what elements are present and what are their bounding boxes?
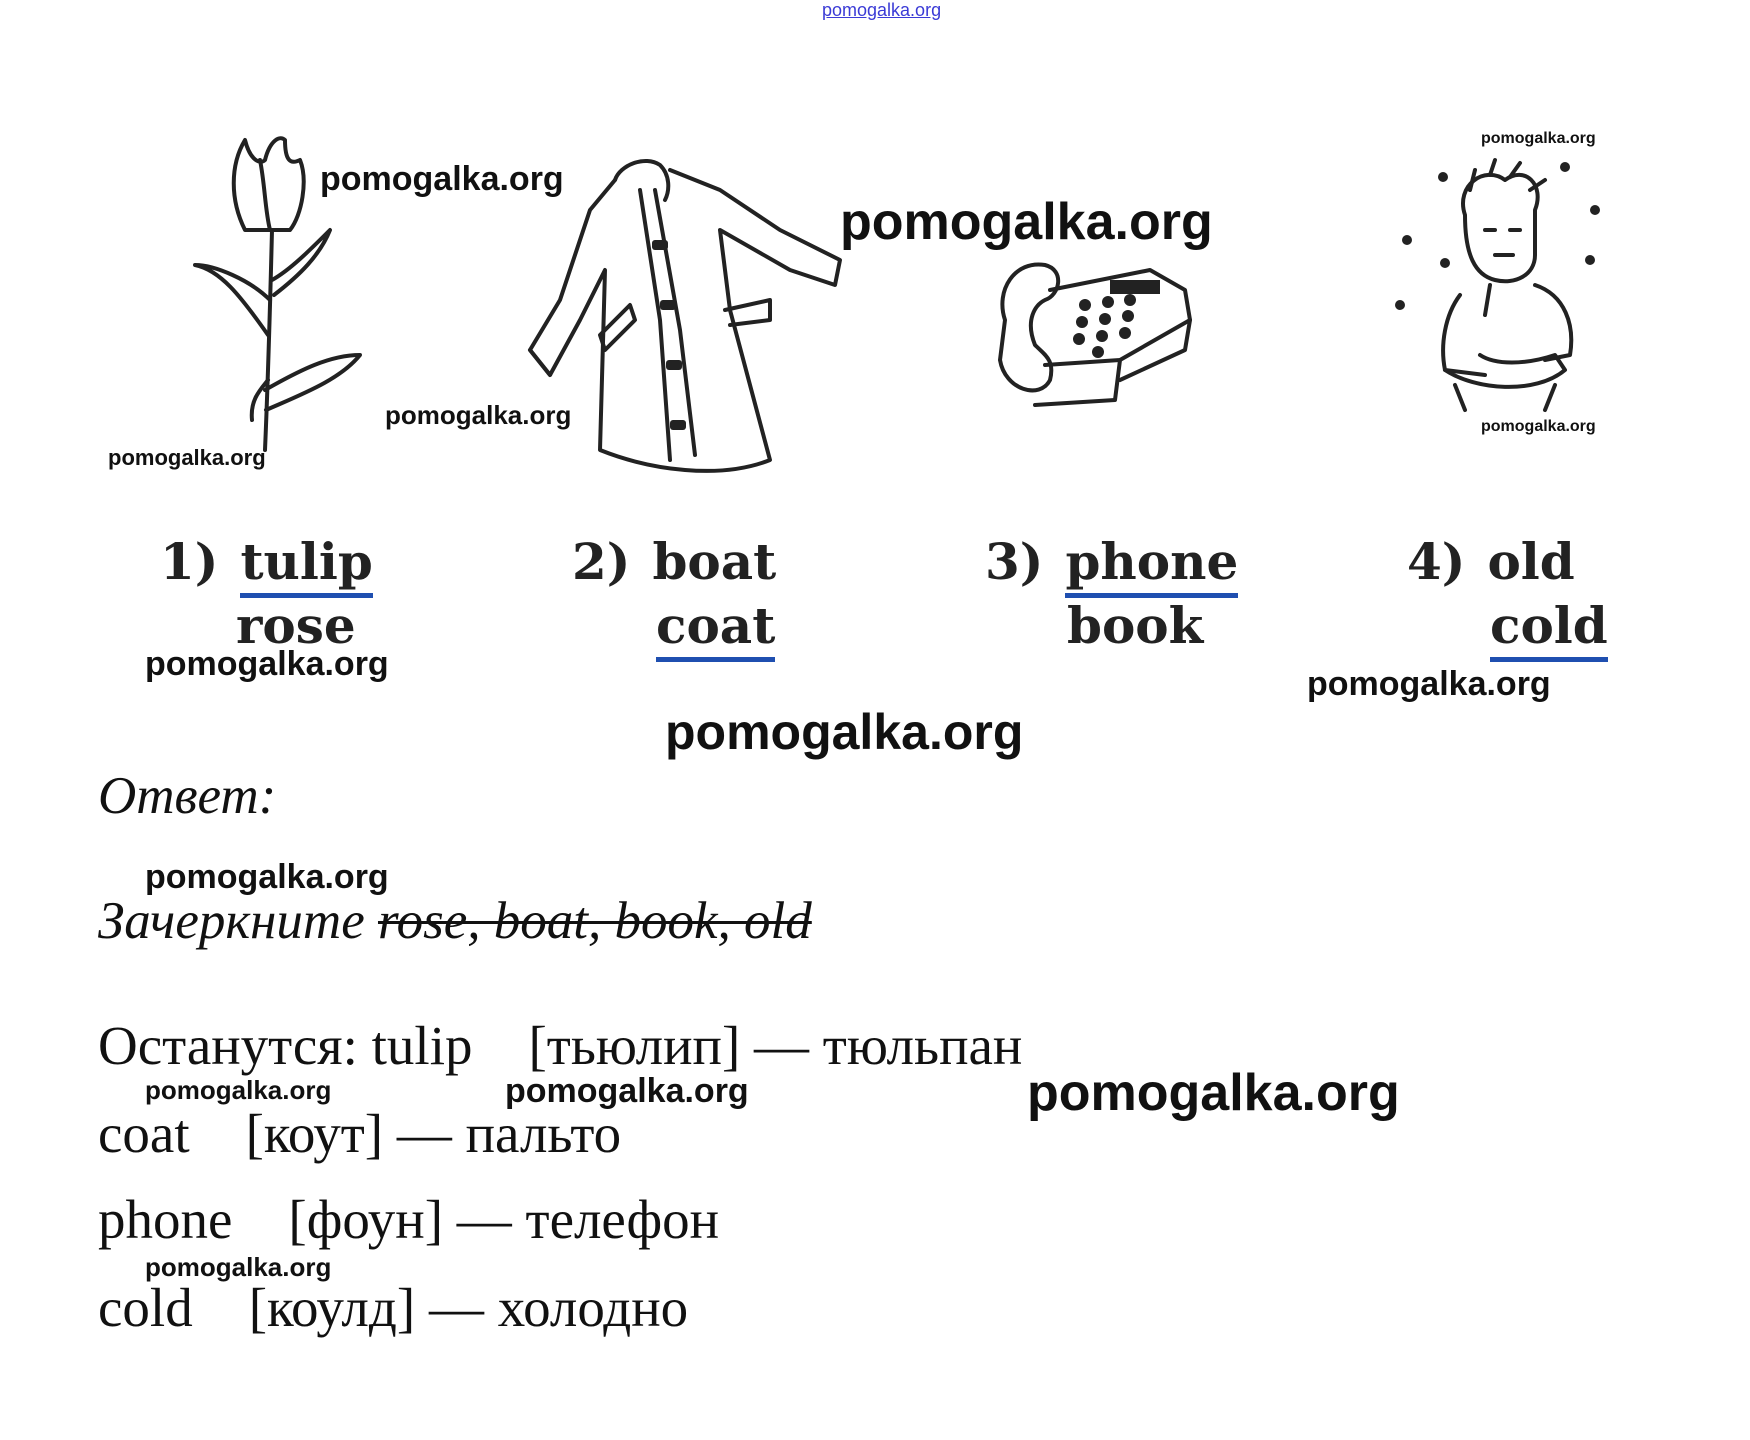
watermark: pomogalka.org — [320, 160, 564, 198]
option-word-bottom — [656, 596, 776, 655]
watermark: pomogalka.org — [145, 1252, 332, 1282]
option-number: 3) — [985, 532, 1044, 591]
remain-prefix: Останутся: — [98, 1015, 358, 1076]
meaning: телефон — [525, 1189, 720, 1250]
watermark: pomogalka.org — [145, 1075, 332, 1105]
option-2 — [572, 532, 777, 591]
dash: — — [456, 1189, 512, 1250]
transcription: [коулд] — [248, 1277, 416, 1338]
sick-boy-icon — [1395, 155, 1615, 425]
watermark: pomogalka.org — [665, 704, 1024, 760]
translation-row — [98, 1277, 689, 1338]
option-word-top: boat — [652, 532, 777, 591]
dash: — — [396, 1103, 452, 1164]
meaning: тюльпан — [822, 1015, 1023, 1076]
word: coat — [98, 1103, 190, 1164]
transcription: [коут] — [245, 1103, 384, 1164]
dash: — — [428, 1277, 484, 1338]
translation-row — [98, 1015, 1023, 1076]
watermark: pomogalka.org — [1027, 1064, 1400, 1122]
option-word-top: tulip — [240, 532, 372, 598]
option-word-bottom: book — [1067, 596, 1204, 655]
meaning: холодно — [497, 1277, 689, 1338]
option-3 — [985, 532, 1239, 591]
watermark: pomogalka.org — [505, 1072, 749, 1110]
translation-row — [98, 1189, 720, 1250]
watermark: pomogalka.org — [1481, 130, 1596, 147]
crossed-words: rose, boat, book, old — [377, 892, 812, 950]
option-word-top: old — [1487, 532, 1575, 591]
telephone-icon — [990, 250, 1210, 410]
answer-heading: Ответ: — [98, 767, 277, 825]
watermark: pomogalka.org — [145, 858, 389, 896]
watermark: pomogalka.org — [145, 645, 389, 683]
option-word-bottom — [1490, 596, 1608, 655]
option-number: 4) — [1407, 532, 1466, 591]
word: cold — [98, 1277, 193, 1338]
watermark: pomogalka.org — [108, 445, 266, 470]
meaning: пальто — [465, 1103, 622, 1164]
cross-out-line — [98, 892, 812, 950]
watermark: pomogalka.org — [1307, 665, 1551, 703]
option-number: 1) — [160, 532, 219, 591]
watermark: pomogalka.org — [1481, 418, 1596, 435]
underlined-word: coat — [656, 596, 775, 662]
option-1 — [160, 532, 373, 591]
watermark: pomogalka.org — [840, 193, 1213, 251]
transcription: [тьюлип] — [528, 1015, 741, 1076]
transcription: [фоун] — [288, 1189, 444, 1250]
watermark: pomogalka.org — [385, 400, 572, 430]
option-number: 2) — [572, 532, 631, 591]
top-watermark: pomogalka.org — [822, 0, 942, 20]
underlined-word: cold — [1490, 596, 1608, 662]
coat-icon — [520, 150, 850, 490]
option-word-top: phone — [1065, 532, 1238, 598]
cross-prefix: Зачеркните — [98, 892, 365, 950]
option-4 — [1407, 532, 1575, 591]
dash: — — [754, 1015, 810, 1076]
translation-row — [98, 1103, 622, 1164]
option-word-bottom: rose — [236, 596, 356, 655]
word: tulip — [371, 1015, 473, 1076]
word: phone — [98, 1189, 233, 1250]
